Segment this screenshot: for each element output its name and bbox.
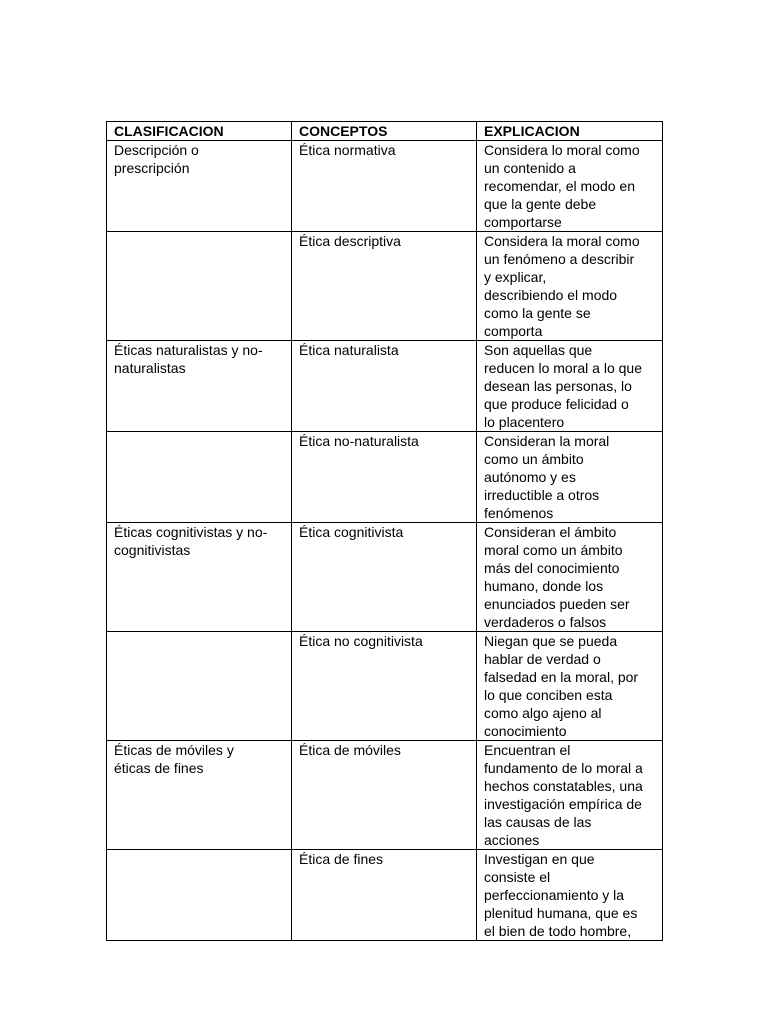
ethics-classification-table <box>106 121 663 941</box>
cell-explicacion: Encuentran el fundamento de lo moral a hechos constatables, una investigación empírica de las causas de las acciones <box>477 741 663 850</box>
cell-clasificacion <box>107 432 292 523</box>
cell-concepto: Ética de móviles <box>292 741 477 850</box>
cell-clasificacion: Éticas de móviles y éticas de fines <box>107 741 292 850</box>
cell-concepto: Ética no-naturalista <box>292 432 477 523</box>
cell-concepto: Ética descriptiva <box>292 232 477 341</box>
table-row <box>107 850 663 941</box>
table-row <box>107 523 663 632</box>
cell-explicacion: Investigan en que consiste el perfeccionamiento y la plenitud humana, que es el bien de todo hombre, <box>477 850 663 941</box>
cell-explicacion: Son aquellas que reducen lo moral a lo que desean las personas, lo que produce felicidad o lo placentero <box>477 341 663 432</box>
cell-concepto: Ética cognitivista <box>292 523 477 632</box>
cell-explicacion: Considera lo moral como un contenido a recomendar, el modo en que la gente debe comportarse <box>477 141 663 232</box>
cell-clasificacion: Descripción o prescripción <box>107 141 292 232</box>
header-clasificacion: CLASIFICACION <box>107 122 292 141</box>
cell-clasificacion <box>107 632 292 741</box>
table-row <box>107 632 663 741</box>
table-row <box>107 741 663 850</box>
table-row <box>107 141 663 232</box>
table-row <box>107 232 663 341</box>
table-row <box>107 432 663 523</box>
cell-concepto: Ética no cognitivista <box>292 632 477 741</box>
table-header-row <box>107 122 663 141</box>
cell-explicacion: Consideran la moral como un ámbito autónomo y es irreductible a otros fenómenos <box>477 432 663 523</box>
header-conceptos: CONCEPTOS <box>292 122 477 141</box>
cell-clasificacion: Éticas cognitivistas y no- cognitivistas <box>107 523 292 632</box>
cell-concepto: Ética naturalista <box>292 341 477 432</box>
cell-concepto: Ética normativa <box>292 141 477 232</box>
table-row <box>107 341 663 432</box>
cell-explicacion: Consideran el ámbito moral como un ámbito más del conocimiento humano, donde los enunciados pueden ser verdaderos o falsos <box>477 523 663 632</box>
header-explicacion: EXPLICACION <box>477 122 663 141</box>
cell-clasificacion <box>107 850 292 941</box>
cell-clasificacion <box>107 232 292 341</box>
cell-explicacion: Niegan que se pueda hablar de verdad o falsedad en la moral, por lo que conciben esta como algo ajeno al conocimiento <box>477 632 663 741</box>
cell-concepto: Ética de fines <box>292 850 477 941</box>
cell-clasificacion: Éticas naturalistas y no- naturalistas <box>107 341 292 432</box>
cell-explicacion: Considera la moral como un fenómeno a describir y explicar, describiendo el modo como la gente se comporta <box>477 232 663 341</box>
